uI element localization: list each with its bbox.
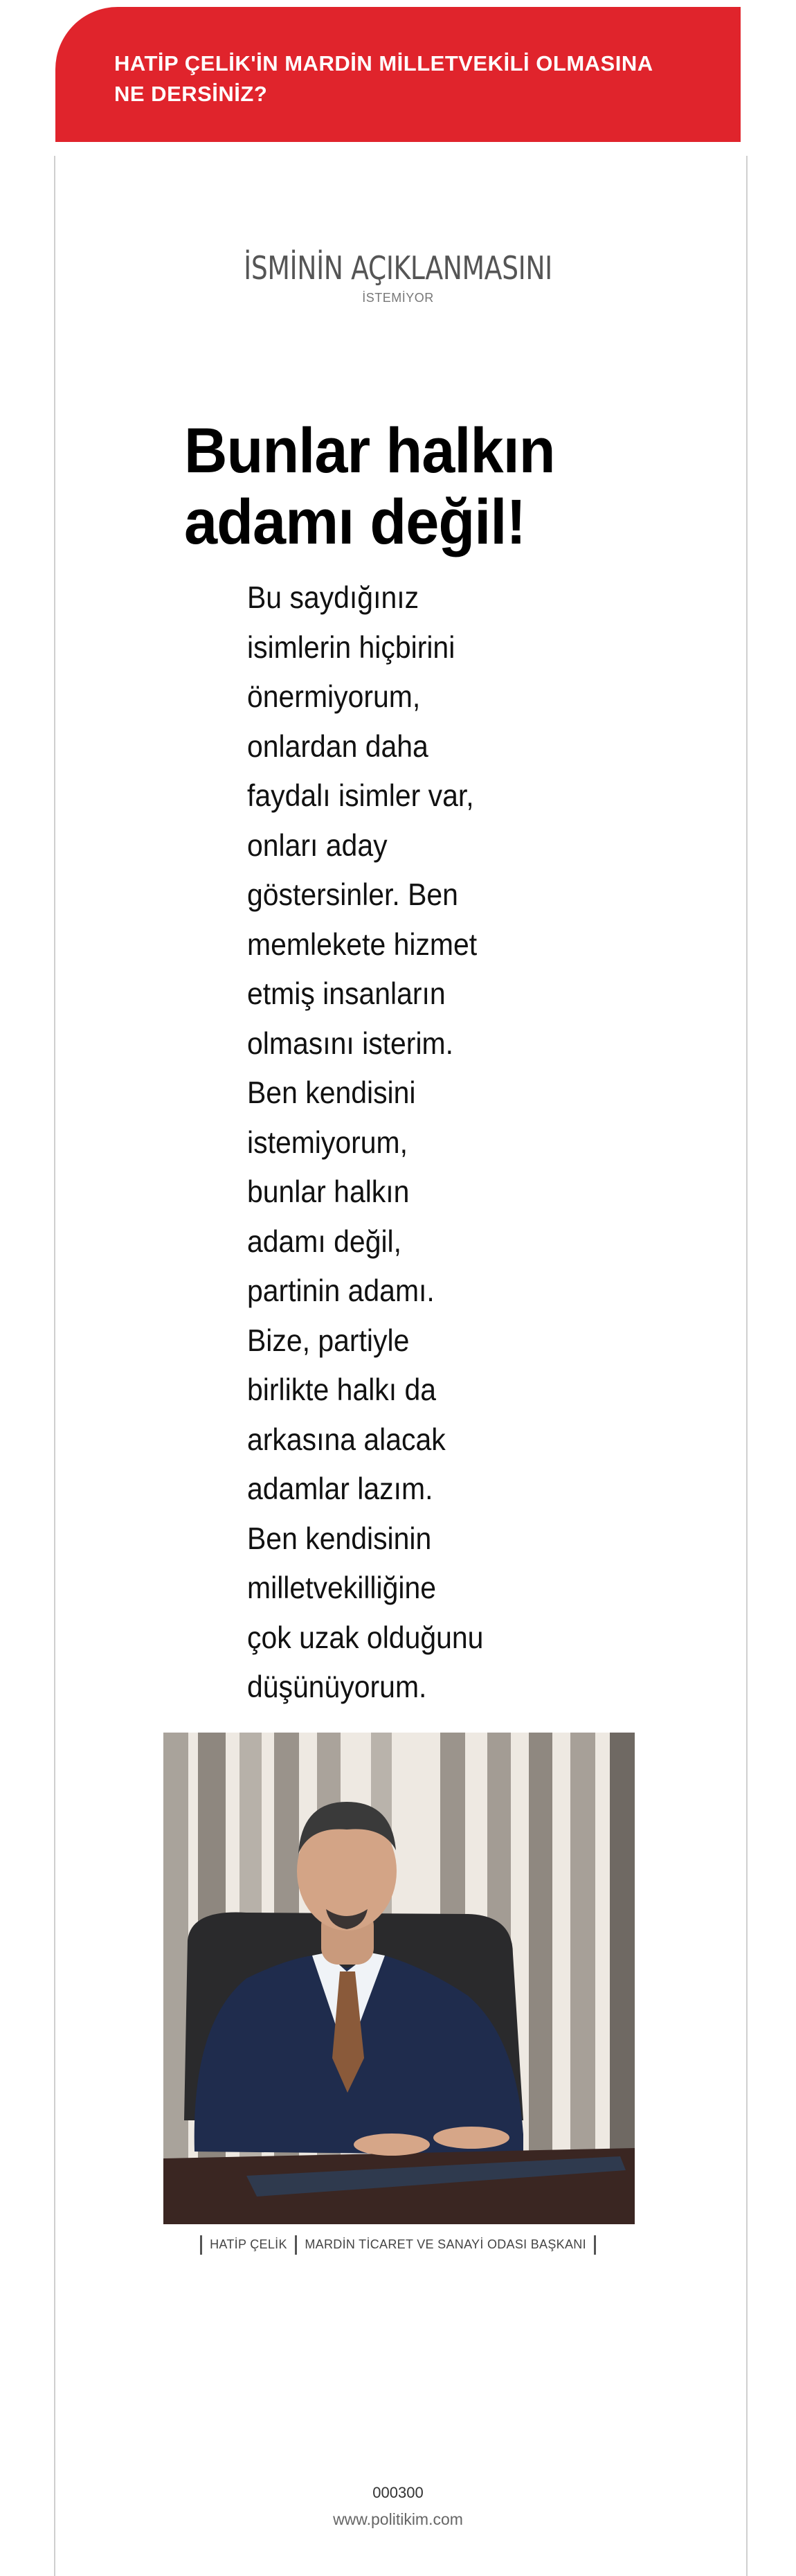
- headline-line-2: adamı değil!: [184, 487, 526, 557]
- body-line: çok uzak olduğunu: [247, 1620, 484, 1655]
- body-line: partinin adamı.: [247, 1274, 435, 1308]
- caption-separator: [200, 2235, 202, 2255]
- body-line: önermiyorum,: [247, 680, 421, 714]
- body-line: adamlar lazım.: [247, 1472, 433, 1506]
- question-title: [114, 48, 713, 109]
- body-line: bunlar halkın: [247, 1175, 410, 1209]
- body-line: birlikte halkı da: [247, 1373, 437, 1407]
- question-banner: [55, 7, 741, 142]
- question-title-line-2: NE DERSİNİZ?: [114, 82, 268, 106]
- body-line: göstersinler. Ben: [247, 878, 458, 912]
- photo-caption: [0, 2235, 796, 2255]
- footer-website-link[interactable]: www.politikim.com: [333, 2510, 463, 2528]
- body-line: faydalı isimler var,: [247, 779, 474, 813]
- caption-separator: [295, 2235, 297, 2255]
- body-line: onları aday: [247, 828, 388, 863]
- body-line: düşünüyorum.: [247, 1670, 427, 1704]
- footer-code: 000300: [372, 2484, 424, 2501]
- body-line: Ben kendisini: [247, 1076, 416, 1110]
- portrait-photo: [163, 1733, 635, 2224]
- body-line: adamı değil,: [247, 1224, 402, 1259]
- body-line: etmiş insanların: [247, 977, 446, 1011]
- body-line: memlekete hizmet: [247, 927, 478, 962]
- body-line: Ben kendisinin: [247, 1521, 432, 1556]
- body-line: olmasını isterim.: [247, 1026, 454, 1061]
- question-title-line-1: HATİP ÇELİK'İN MARDİN MİLLETVEKİLİ OLMASINA: [114, 51, 653, 75]
- source-name: İSMİNİN AÇIKLANMASINI: [244, 249, 552, 287]
- body-line: isimlerin hiçbirini: [247, 630, 455, 665]
- body-line: istemiyorum,: [247, 1125, 408, 1160]
- page-frame-right-border: [746, 156, 748, 2576]
- body-line: Bize, partiyle: [247, 1323, 410, 1358]
- body-line: Bu saydığınız: [247, 581, 419, 615]
- caption-separator: [594, 2235, 596, 2255]
- page-frame-left-border: [54, 156, 55, 2576]
- headline-line-1: Bunlar halkın: [184, 415, 555, 486]
- caption-person-name: HATİP ÇELİK: [210, 2237, 287, 2251]
- caption-person-role: MARDİN TİCARET VE SANAYİ ODASI BAŞKANI: [305, 2237, 586, 2251]
- article-body: [247, 573, 514, 1712]
- body-line: milletvekilliğine: [247, 1571, 437, 1605]
- source-subtitle: İSTEMİYOR: [362, 291, 434, 305]
- portrait-illustration: [163, 1733, 635, 2224]
- body-line: onlardan daha: [247, 729, 428, 764]
- article-headline: [184, 415, 640, 558]
- body-line: arkasına alacak: [247, 1422, 446, 1457]
